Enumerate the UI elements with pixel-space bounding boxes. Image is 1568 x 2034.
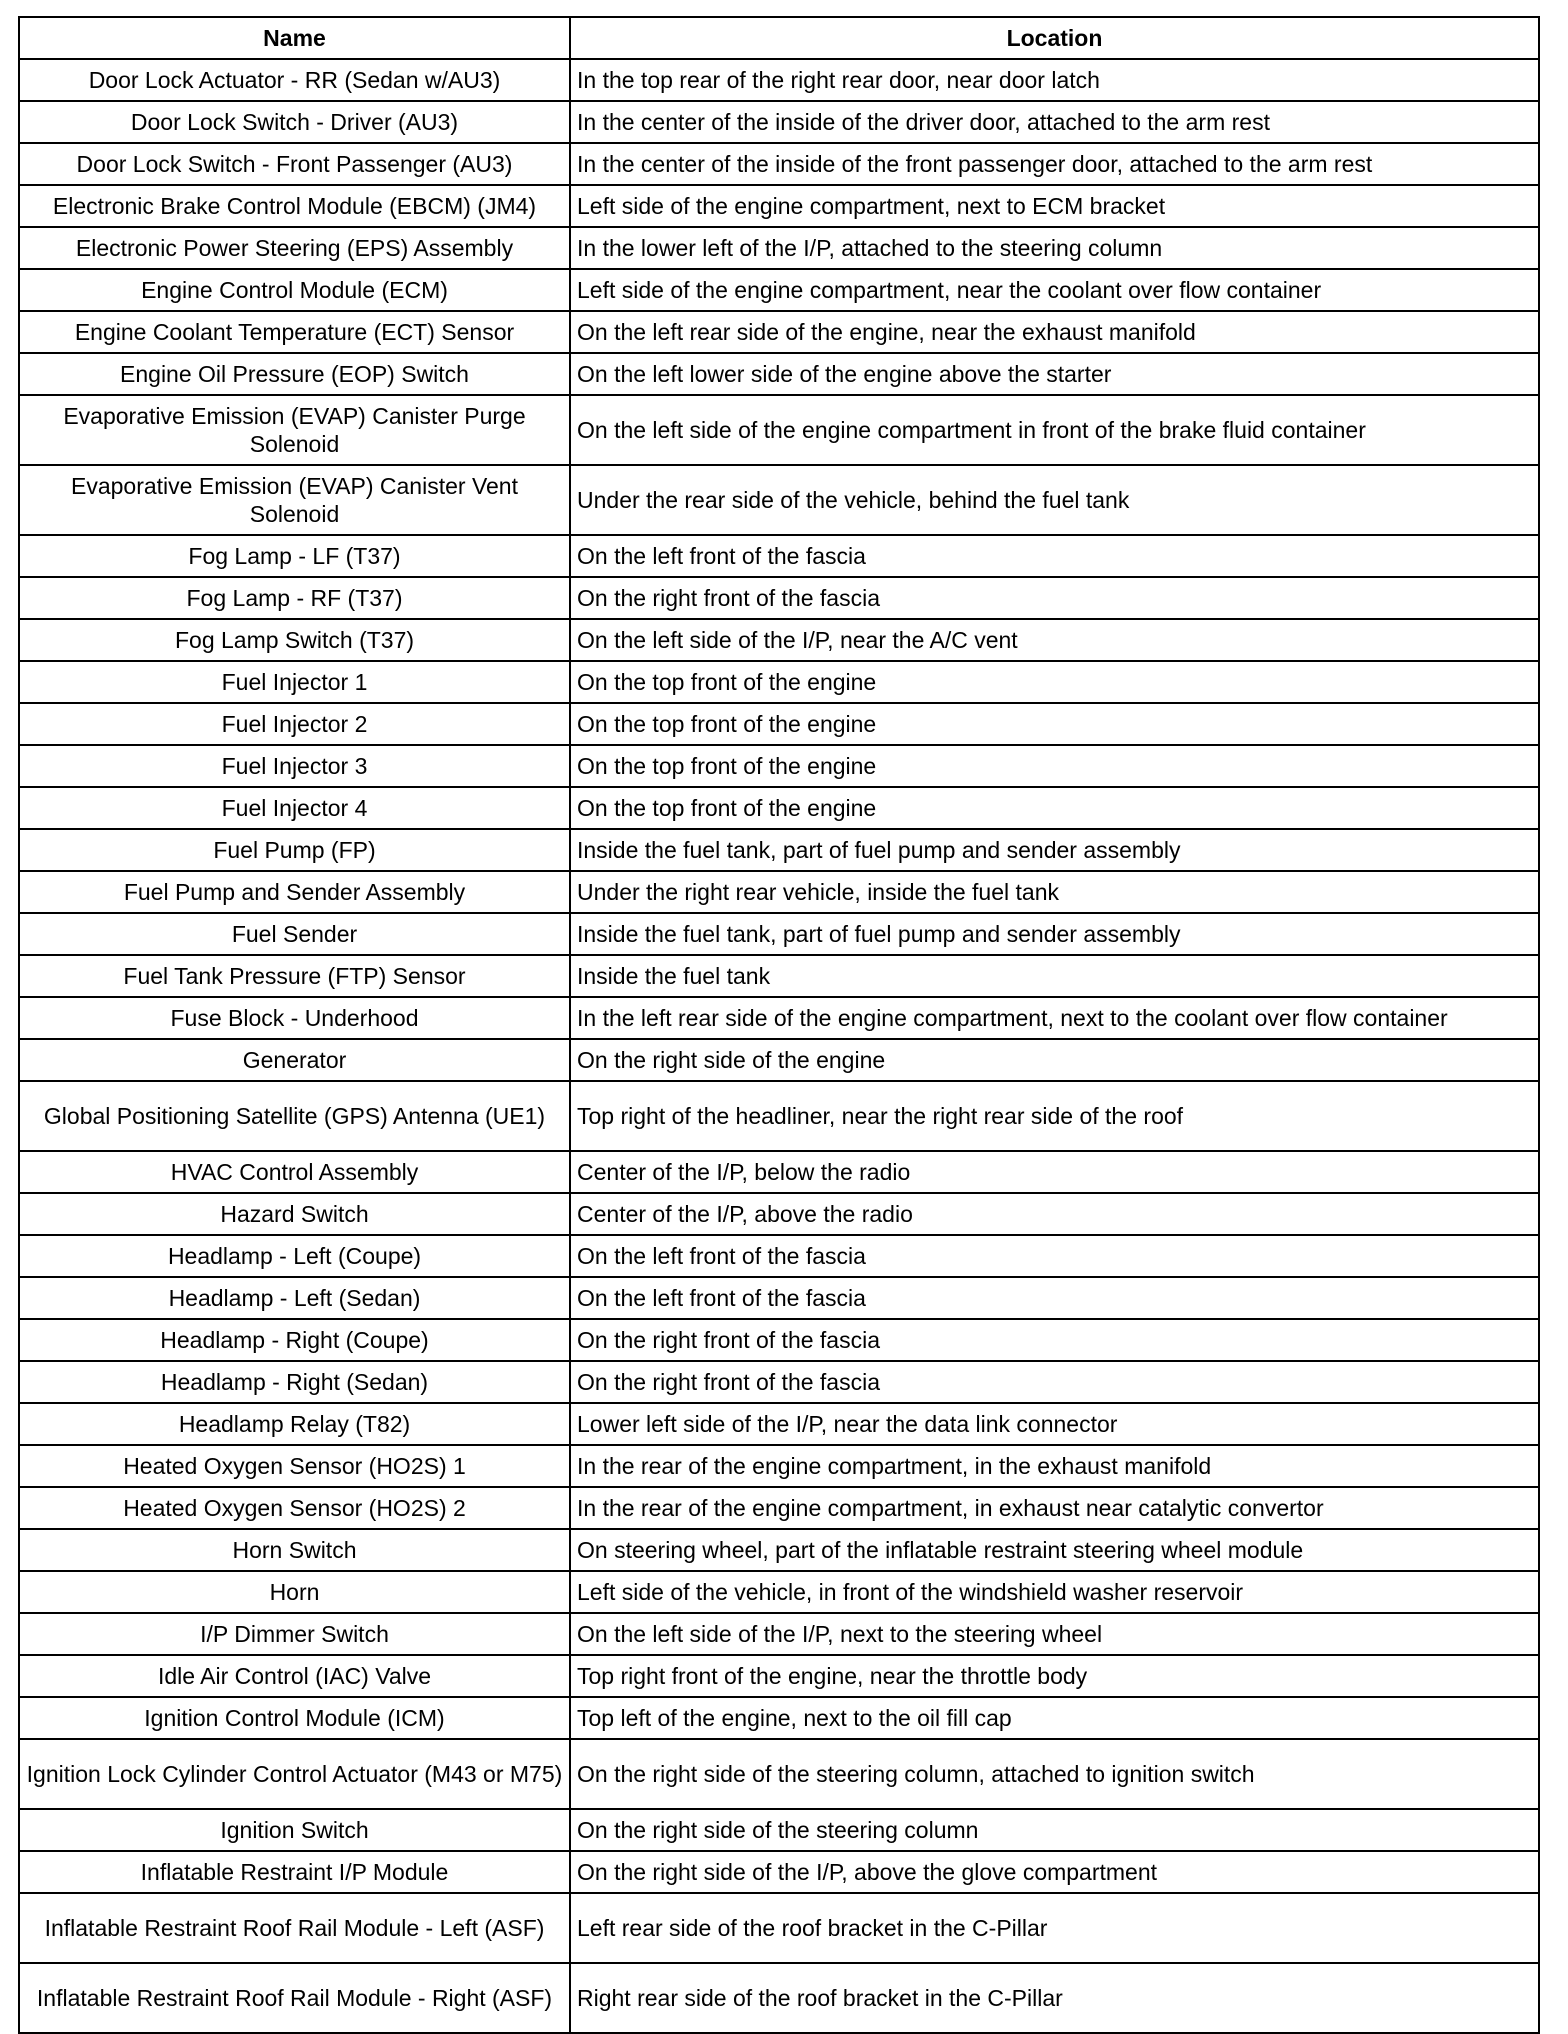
component-location-cell: Top right front of the engine, near the throttle body bbox=[570, 1655, 1539, 1697]
component-location-cell: Left side of the engine compartment, next to ECM bracket bbox=[570, 185, 1539, 227]
component-location-cell: In the center of the inside of the driver door, attached to the arm rest bbox=[570, 101, 1539, 143]
table-row bbox=[19, 1571, 1539, 1613]
component-name-cell: Fuel Pump (FP) bbox=[19, 829, 570, 871]
component-name-cell: Fuse Block - Underhood bbox=[19, 997, 570, 1039]
table-row bbox=[19, 1739, 1539, 1809]
component-name-cell: Fuel Tank Pressure (FTP) Sensor bbox=[19, 955, 570, 997]
component-name-cell: Ignition Switch bbox=[19, 1809, 570, 1851]
component-location-cell: Inside the fuel tank, part of fuel pump and sender assembly bbox=[570, 829, 1539, 871]
component-name-cell: Evaporative Emission (EVAP) Canister Vent Solenoid bbox=[19, 465, 570, 535]
component-name-cell: HVAC Control Assembly bbox=[19, 1151, 570, 1193]
component-name-cell: Generator bbox=[19, 1039, 570, 1081]
header-row bbox=[19, 17, 1539, 59]
table-row bbox=[19, 829, 1539, 871]
table-row bbox=[19, 269, 1539, 311]
component-name-cell: Inflatable Restraint I/P Module bbox=[19, 1851, 570, 1893]
table-row bbox=[19, 1403, 1539, 1445]
table-row bbox=[19, 913, 1539, 955]
table-row bbox=[19, 143, 1539, 185]
component-location-cell: In the center of the inside of the front passenger door, attached to the arm rest bbox=[570, 143, 1539, 185]
component-name-cell: Heated Oxygen Sensor (HO2S) 1 bbox=[19, 1445, 570, 1487]
component-name-cell: Fuel Pump and Sender Assembly bbox=[19, 871, 570, 913]
component-name-cell: Horn Switch bbox=[19, 1529, 570, 1571]
component-location-cell: In the rear of the engine compartment, in exhaust near catalytic convertor bbox=[570, 1487, 1539, 1529]
column-header-name: Name bbox=[19, 17, 570, 59]
component-name-cell: I/P Dimmer Switch bbox=[19, 1613, 570, 1655]
component-location-cell: On the left front of the fascia bbox=[570, 535, 1539, 577]
component-location-table bbox=[18, 16, 1540, 2034]
table-row bbox=[19, 577, 1539, 619]
component-location-cell: In the lower left of the I/P, attached to the steering column bbox=[570, 227, 1539, 269]
table-row bbox=[19, 1151, 1539, 1193]
table-row bbox=[19, 661, 1539, 703]
table-row bbox=[19, 619, 1539, 661]
table-row bbox=[19, 1193, 1539, 1235]
table-row bbox=[19, 1963, 1539, 2033]
component-name-cell: Fuel Injector 2 bbox=[19, 703, 570, 745]
component-location-cell: Right rear side of the roof bracket in the C-Pillar bbox=[570, 1963, 1539, 2033]
component-name-cell: Headlamp Relay (T82) bbox=[19, 1403, 570, 1445]
component-location-cell: On the right front of the fascia bbox=[570, 1319, 1539, 1361]
component-location-cell: Top left of the engine, next to the oil fill cap bbox=[570, 1697, 1539, 1739]
component-location-cell: Center of the I/P, above the radio bbox=[570, 1193, 1539, 1235]
table-row bbox=[19, 1361, 1539, 1403]
component-location-cell: On the right side of the I/P, above the glove compartment bbox=[570, 1851, 1539, 1893]
component-location-cell: On the right front of the fascia bbox=[570, 577, 1539, 619]
table-row bbox=[19, 787, 1539, 829]
component-name-cell: Headlamp - Left (Sedan) bbox=[19, 1277, 570, 1319]
component-name-cell: Inflatable Restraint Roof Rail Module - Left (ASF) bbox=[19, 1893, 570, 1963]
component-location-cell: On the right side of the steering column, attached to ignition switch bbox=[570, 1739, 1539, 1809]
component-location-cell: On the left front of the fascia bbox=[570, 1235, 1539, 1277]
component-location-cell: Left side of the engine compartment, near the coolant over flow container bbox=[570, 269, 1539, 311]
component-name-cell: Headlamp - Right (Sedan) bbox=[19, 1361, 570, 1403]
table-row bbox=[19, 871, 1539, 913]
component-location-cell: On the left front of the fascia bbox=[570, 1277, 1539, 1319]
component-name-cell: Heated Oxygen Sensor (HO2S) 2 bbox=[19, 1487, 570, 1529]
component-location-cell: Inside the fuel tank bbox=[570, 955, 1539, 997]
component-location-cell: In the rear of the engine compartment, in the exhaust manifold bbox=[570, 1445, 1539, 1487]
component-location-cell: On the top front of the engine bbox=[570, 745, 1539, 787]
component-location-cell: On the left side of the I/P, near the A/C vent bbox=[570, 619, 1539, 661]
component-name-cell: Evaporative Emission (EVAP) Canister Purge Solenoid bbox=[19, 395, 570, 465]
table-row bbox=[19, 535, 1539, 577]
component-name-cell: Engine Coolant Temperature (ECT) Sensor bbox=[19, 311, 570, 353]
component-location-cell: In the left rear side of the engine compartment, next to the coolant over flow container bbox=[570, 997, 1539, 1039]
component-location-cell: On steering wheel, part of the inflatable restraint steering wheel module bbox=[570, 1529, 1539, 1571]
table-row bbox=[19, 1893, 1539, 1963]
column-header-location: Location bbox=[570, 17, 1539, 59]
table-row bbox=[19, 1809, 1539, 1851]
table-row bbox=[19, 101, 1539, 143]
component-name-cell: Headlamp - Right (Coupe) bbox=[19, 1319, 570, 1361]
component-name-cell: Fuel Injector 3 bbox=[19, 745, 570, 787]
component-location-cell: On the left lower side of the engine above the starter bbox=[570, 353, 1539, 395]
table-row bbox=[19, 1529, 1539, 1571]
component-location-cell: Center of the I/P, below the radio bbox=[570, 1151, 1539, 1193]
table-row bbox=[19, 465, 1539, 535]
table-row bbox=[19, 1445, 1539, 1487]
table-row bbox=[19, 185, 1539, 227]
component-name-cell: Ignition Control Module (ICM) bbox=[19, 1697, 570, 1739]
component-name-cell: Inflatable Restraint Roof Rail Module - Right (ASF) bbox=[19, 1963, 570, 2033]
component-name-cell: Electronic Brake Control Module (EBCM) (JM4) bbox=[19, 185, 570, 227]
component-location-cell: Top right of the headliner, near the right rear side of the roof bbox=[570, 1081, 1539, 1151]
component-name-cell: Door Lock Switch - Front Passenger (AU3) bbox=[19, 143, 570, 185]
table-row bbox=[19, 395, 1539, 465]
component-name-cell: Door Lock Switch - Driver (AU3) bbox=[19, 101, 570, 143]
component-location-cell: Left rear side of the roof bracket in the C-Pillar bbox=[570, 1893, 1539, 1963]
table-body bbox=[19, 59, 1539, 2033]
component-location-cell: Under the rear side of the vehicle, behind the fuel tank bbox=[570, 465, 1539, 535]
table-row bbox=[19, 1851, 1539, 1893]
table-row bbox=[19, 1039, 1539, 1081]
component-name-cell: Fog Lamp - RF (T37) bbox=[19, 577, 570, 619]
table-row bbox=[19, 1697, 1539, 1739]
component-name-cell: Horn bbox=[19, 1571, 570, 1613]
component-location-cell: Left side of the vehicle, in front of the windshield washer reservoir bbox=[570, 1571, 1539, 1613]
component-location-cell: On the left rear side of the engine, near the exhaust manifold bbox=[570, 311, 1539, 353]
component-name-cell: Fuel Sender bbox=[19, 913, 570, 955]
table-row bbox=[19, 997, 1539, 1039]
component-location-cell: Under the right rear vehicle, inside the fuel tank bbox=[570, 871, 1539, 913]
component-name-cell: Fog Lamp - LF (T37) bbox=[19, 535, 570, 577]
component-name-cell: Global Positioning Satellite (GPS) Antenna (UE1) bbox=[19, 1081, 570, 1151]
table-row bbox=[19, 1235, 1539, 1277]
component-location-cell: In the top rear of the right rear door, near door latch bbox=[570, 59, 1539, 101]
component-name-cell: Hazard Switch bbox=[19, 1193, 570, 1235]
table-row bbox=[19, 955, 1539, 997]
component-location-cell: On the right side of the steering column bbox=[570, 1809, 1539, 1851]
component-location-cell: On the left side of the I/P, next to the steering wheel bbox=[570, 1613, 1539, 1655]
component-location-cell: On the top front of the engine bbox=[570, 703, 1539, 745]
table-row bbox=[19, 1613, 1539, 1655]
component-location-cell: Lower left side of the I/P, near the data link connector bbox=[570, 1403, 1539, 1445]
component-location-cell: On the right side of the engine bbox=[570, 1039, 1539, 1081]
table-row bbox=[19, 1277, 1539, 1319]
component-location-cell: On the right front of the fascia bbox=[570, 1361, 1539, 1403]
component-location-cell: On the top front of the engine bbox=[570, 787, 1539, 829]
component-location-cell: On the top front of the engine bbox=[570, 661, 1539, 703]
component-name-cell: Fog Lamp Switch (T37) bbox=[19, 619, 570, 661]
table-row bbox=[19, 1487, 1539, 1529]
table-row bbox=[19, 59, 1539, 101]
component-name-cell: Engine Control Module (ECM) bbox=[19, 269, 570, 311]
component-name-cell: Engine Oil Pressure (EOP) Switch bbox=[19, 353, 570, 395]
table-row bbox=[19, 353, 1539, 395]
component-name-cell: Door Lock Actuator - RR (Sedan w/AU3) bbox=[19, 59, 570, 101]
table-row bbox=[19, 1081, 1539, 1151]
component-name-cell: Electronic Power Steering (EPS) Assembly bbox=[19, 227, 570, 269]
component-name-cell: Idle Air Control (IAC) Valve bbox=[19, 1655, 570, 1697]
component-name-cell: Ignition Lock Cylinder Control Actuator (M43 or M75) bbox=[19, 1739, 570, 1809]
component-name-cell: Headlamp - Left (Coupe) bbox=[19, 1235, 570, 1277]
table-row bbox=[19, 311, 1539, 353]
table-row bbox=[19, 703, 1539, 745]
component-location-cell: On the left side of the engine compartment in front of the brake fluid container bbox=[570, 395, 1539, 465]
table-row bbox=[19, 227, 1539, 269]
table-row bbox=[19, 1319, 1539, 1361]
component-location-cell: Inside the fuel tank, part of fuel pump and sender assembly bbox=[570, 913, 1539, 955]
component-name-cell: Fuel Injector 4 bbox=[19, 787, 570, 829]
table-row bbox=[19, 1655, 1539, 1697]
component-location-table-container bbox=[18, 16, 1538, 2034]
component-name-cell: Fuel Injector 1 bbox=[19, 661, 570, 703]
table-row bbox=[19, 745, 1539, 787]
